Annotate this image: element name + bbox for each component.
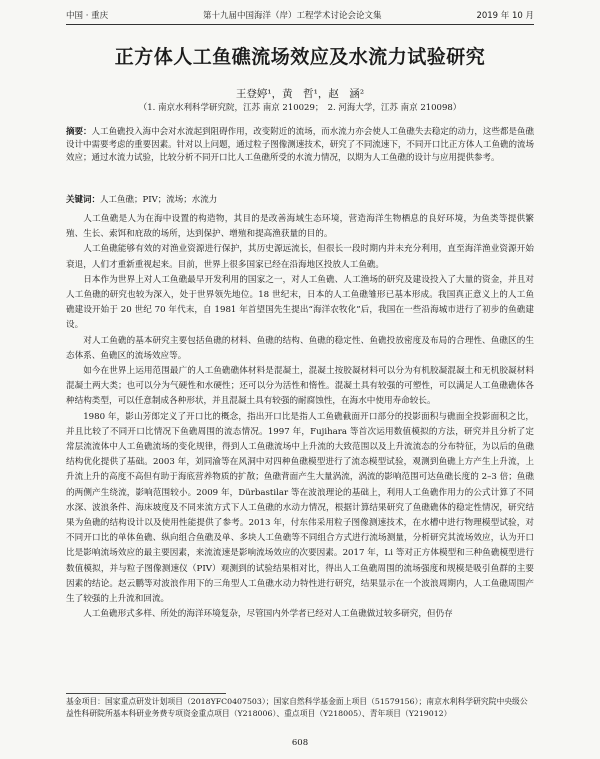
paragraph: 人工鱼礁是人为在海中设置的构造物，其目的是改善海域生态环境，营造海洋生物栖息的良好环境，为鱼类等提供繁殖、生长、索饵和庇敌的场所，达到保护、增殖和提高渔获量的目的。 (66, 214, 534, 240)
keywords (66, 194, 534, 207)
abstract-text: 人工鱼礁投入海中会对水流起到阻碍作用，改变附近的流场，而水流力亦会使人工鱼礁失去稳定的动力，这些都是鱼礁设计中需要考虑的重要因素。针对以上问题，通过粒子图像测速技术，研究了不同流速下，不同开口比正方体人工鱼礁的流场效应；通过水流力试验，比较分析不同开口比人工鱼礁所受的水流力情况，以期为人工鱼礁的设计与应用提供参考。 (66, 127, 534, 163)
header-proceedings: 第十九届中国海洋（岸）工程学术讨论会论文集 (203, 11, 382, 21)
body-text (66, 212, 534, 622)
funding-footnote: 基金项目：国家重点研发计划项目（2018YFC0407503）；国家自然科学基金面上项目（51579156）；南京水利科学研究院中央级公益性科研院所基本科研业务费专项资金重点项目（Y218006）、重点项目（Y218005）、青年项目（Y219012） (66, 697, 528, 718)
abstract (66, 126, 534, 165)
footnote-rule (66, 693, 226, 694)
affiliation: （1. 南京水利科学研究院，江苏 南京 210029； 2. 河海大学，江苏 南京 210098） (138, 103, 462, 113)
paragraph: 对人工鱼礁的基本研究主要包括鱼礁的材料、鱼礁的结构、鱼礁的稳定性、鱼礁投放密度及布局的合理性、鱼礁区的生态体系、鱼礁区的流场效应等。 (66, 335, 534, 361)
author-list: 王登婷¹，黄 哲¹，赵 涵² (235, 88, 365, 100)
header-location: 中国 · 重庆 (66, 11, 109, 21)
paragraph: 人工鱼礁形式多样、所处的海洋环境复杂，尽管国内外学者已经对人工鱼礁做过较多研究，但仍存 (83, 609, 453, 620)
keywords-text: 人工鱼礁；PIV；流场；水流力 (100, 195, 218, 205)
paragraph: 如今在世界上运用范围最广的人工鱼礁礁体材料是混凝土，混凝土按胶凝材料可以分为有机胶凝混凝土和无机胶凝材料混凝土两大类；也可以分为气硬性和水硬性；还可以分为活性和惰性。混凝土具有较强的可塑性，可以满足人工鱼礁礁体各种结构类型，可以任意制成各种形状，并且混凝土具有较强的耐腐蚀性，在海水中使用寿命较长。 (66, 366, 534, 407)
paragraph: 人工鱼礁能够有效的对渔业资源进行保护，其历史源远流长，但很长一段时期内并未充分利用，直至海洋渔业资源开始衰退，人们才重新重视起来。目前，世界上很多国家已经在沿海地区投放人工鱼礁。 (66, 244, 534, 270)
paper-title: 正方体人工鱼礁流场效应及水流力试验研究 (114, 46, 486, 68)
paragraph: 1980 年，影山芳郎定义了开口比的概念，指出开口比是指人工鱼礁截面开口部分的投影面积与礁面全投影面积之比，并且比较了不同开口比情况下鱼礁周围的流态情况。1997 年，Fujihara 等首次运用数值模拟的方法，研究并且分析了定常层流流体中人工鱼礁流场的变化规律，得到人工鱼礁流场中上升流的大致范围以及上升流流态的分布特征，为以后的鱼礁结构优化提供了基础。2003 年，刘同渝等在风洞中对四种鱼礁模型进行了流态模型试验，观测到鱼礁上方产生上升流，上升流上升的高度不高但有助于海底营养物质的扩散；鱼礁背面产生大量涡流，涡流的影响范围可达鱼礁长度的 2–3 倍；鱼礁的两侧产生绕流，影响范围较小。2009 年，Dürbastilar 等在波浪理论的基础上，利用人工鱼礁作用力的公式计算了不同水深、波浪条件、海床坡度及不同来流方式下人工鱼礁的水动力情况，根据计算结果研究了鱼礁礁体的稳定性情况，研究结果为鱼礁的结构设计以及使用性能提供了参考。2013 年，付东伟采用粒子图像测速技术，在水槽中进行物理模型试验，对不同开口比的单体鱼礁、纵向组合鱼礁及单、多块人工鱼礁等不同组合方式进行流场测量，分析研究其流场效应，认为开口比是影响流场效应的最主要因素，来流流速是影响流场效应的次要因素。2017 年，Li 等对正方体模型和三种鱼礁模型进行数值模拟，并与粒子图像测速仪（PIV）观测到的试验结果相对比，得出人工鱼礁周围的流场强度和规模是吸引鱼群的主要因素的结论。赵云鹏等对波浪作用下的三角型人工鱼礁水动力特性进行研究，结果显示在一个波浪周期内，人工鱼礁周围产生了较强的上升流和回流。 (66, 411, 534, 605)
paragraph: 日本作为世界上对人工鱼礁最早开发利用的国家之一，对人工鱼礁、人工渔场的研究及建设投入了大量的资金，并且对人工鱼礁的研究也较为深入，处于世界领先地位。18 世纪末，日本的人工鱼礁雏形已基本形成。我国真正意义上的人工鱼礁建设开始于 20 世纪 70 年代末，自 1981 年首望国先生提出“海洋农牧化”后，我国在一些沿海城市进行了初步的鱼礁建设。 (66, 274, 534, 331)
page-number: 608 (291, 738, 309, 748)
keywords-label: 关键词： (66, 195, 101, 205)
abstract-label: 摘要： (66, 127, 92, 137)
running-header (66, 8, 534, 22)
header-rule (66, 24, 534, 25)
header-date: 2019 年 10 月 (476, 11, 534, 21)
